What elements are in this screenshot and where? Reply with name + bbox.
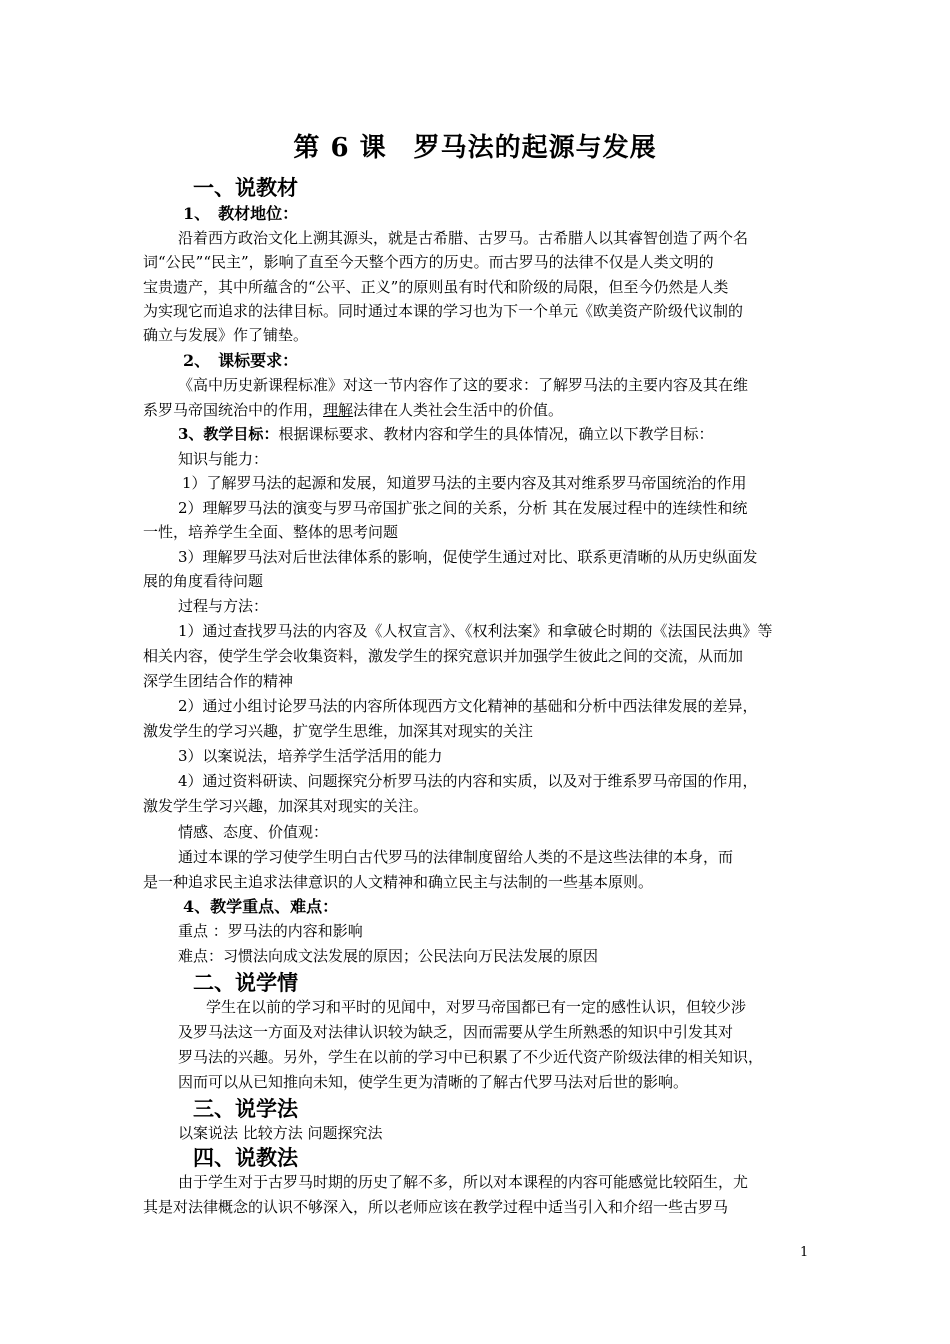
list-item: 一性，培养学生全面、整体的思考问题 bbox=[143, 523, 399, 541]
paragraph-line: 确立与发展》作了铺垫。 bbox=[143, 326, 309, 344]
paragraph-line: 宝贵遗产，其中所蕴含的“公平、正义”的原则虽有时代和阶级的局限，但至今仍然是人类 bbox=[143, 278, 729, 296]
list-item: 2）通过小组讨论罗马法的内容所体现西方文化精神的基础和分析中西法律发展的差异， bbox=[178, 697, 758, 715]
emotion-label: 情感、态度、价值观： bbox=[178, 823, 329, 841]
list-item: 激发学生的学习兴趣，扩宽学生思维，加深其对现实的关注 bbox=[143, 722, 534, 740]
section-heading-1: 一、说教材 bbox=[193, 175, 298, 200]
paragraph-line: 其是对法律概念的认识不够深入，所以老师应该在教学过程中适当引入和介绍一些古罗马 bbox=[143, 1198, 729, 1216]
paragraph-line: 为实现它而追求的法律目标。同时通过本课的学习也为下一个单元《欧美资产阶级代议制的 bbox=[143, 302, 744, 320]
subheading-position: 1、 教材地位： bbox=[183, 204, 299, 223]
subheading-standard: 2、 课标要求： bbox=[183, 351, 299, 370]
objectives-line: 3、教学目标：根据课标要求、教材内容和学生的具体情况，确立以下教学目标： bbox=[178, 425, 714, 443]
list-item: 展的角度看待问题 bbox=[143, 572, 264, 590]
paragraph-line: 以案说法 比较方法 问题探究法 bbox=[178, 1124, 383, 1142]
section-heading-3: 三、说学法 bbox=[193, 1096, 298, 1121]
list-item: 3）以案说法，培养学生活学活用的能力 bbox=[178, 747, 443, 765]
paragraph-line: 学生在以前的学习和平时的见闻中，对罗马帝国都已有一定的感性认识，但较少涉 bbox=[206, 998, 747, 1016]
page-title: 第 6 课 罗马法的起源与发展 bbox=[293, 133, 657, 163]
section-heading-2: 二、说学情 bbox=[193, 970, 298, 995]
page-number: 1 bbox=[800, 1245, 809, 1260]
list-item: 1）通过查找罗马法的内容及《人权宣言》、《权利法案》和拿破仑时期的《法国民法典》等 bbox=[178, 622, 773, 640]
paragraph-line: 词“公民”“民主”，影响了直至今天整个西方的历史。而古罗马的法律不仅是人类文明的 bbox=[143, 253, 714, 271]
paragraph-line: 《高中历史新课程标准》对这一节内容作了这的要求：了解罗马法的主要内容及其在维 bbox=[178, 376, 749, 394]
paragraph-line: 系罗马帝国统治中的作用，理解法律在人类社会生活中的价值。 bbox=[143, 401, 564, 419]
paragraph-line: 通过本课的学习使学生明白古代罗马的法律制度留给人类的不是这些法律的本身，而 bbox=[178, 848, 734, 866]
paragraph-line: 沿着西方政治文化上溯其源头，就是古希腊、古罗马。古希腊人以其睿智创造了两个名 bbox=[178, 229, 749, 247]
paragraph-line: 是一种追求民主追求法律意识的人文精神和确立民主与法制的一些基本原则。 bbox=[143, 873, 654, 891]
list-item: 激发学生学习兴趣，加深其对现实的关注。 bbox=[143, 797, 429, 815]
process-label: 过程与方法： bbox=[178, 597, 269, 615]
section-heading-4: 四、说教法 bbox=[193, 1145, 298, 1170]
subheading-keypoints: 4、教学重点、难点： bbox=[183, 897, 339, 916]
list-item: 相关内容，使学生学会收集资料，激发学生的探究意识并加强学生彼此之间的交流，从而加 bbox=[143, 647, 744, 665]
list-item: 2）理解罗马法的演变与罗马帝国扩张之间的关系，分析 其在发展过程中的连续性和统 bbox=[178, 499, 748, 517]
paragraph-line: 因而可以从已知推向未知，使学生更为清晰的了解古代罗马法对后世的影响。 bbox=[178, 1073, 689, 1091]
list-item: 深学生团结合作的精神 bbox=[143, 672, 294, 690]
paragraph-line: 由于学生对于古罗马时期的历史了解不多，所以对本课程的内容可能感觉比较陌生，尤 bbox=[178, 1173, 749, 1191]
paragraph-line: 罗马法的兴趣。另外，学生在以前的学习中已积累了不少近代资产阶级法律的相关知识， bbox=[178, 1048, 764, 1066]
key-point: 重点 ：罗马法的内容和影响 bbox=[178, 922, 363, 940]
list-item: 1）了解罗马法的起源和发展，知道罗马法的主要内容及其对维系罗马帝国统治的作用 bbox=[182, 474, 747, 492]
list-item: 3）理解罗马法对后世法律体系的影响，促使学生通过对比、联系更清晰的从历史纵面发 bbox=[178, 548, 758, 566]
paragraph-line: 及罗马法这一方面及对法律认识较为缺乏，因而需要从学生所熟悉的知识中引发其对 bbox=[178, 1023, 734, 1041]
difficult-point: 难点：习惯法向成文法发展的原因；公民法向万民法发展的原因 bbox=[178, 947, 599, 965]
list-item: 4）通过资料研读、问题探究分析罗马法的内容和实质，以及对于维系罗马帝国的作用， bbox=[178, 772, 758, 790]
knowledge-label: 知识与能力： bbox=[178, 450, 269, 468]
